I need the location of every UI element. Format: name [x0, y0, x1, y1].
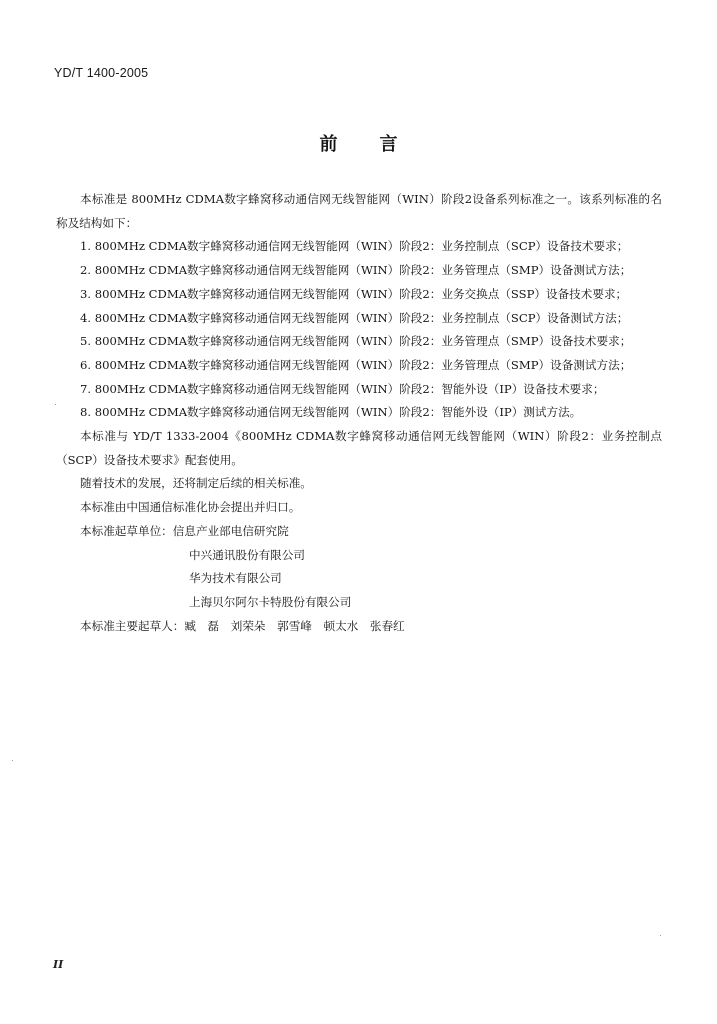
document-code-header: YD/T 1400-2005 — [54, 66, 149, 80]
drafters-names: 臧 磊 刘荣朵 郭雪峰 顿太水 张春红 — [184, 618, 405, 633]
list-item: 1. 800MHz CDMA数字蜂窝移动通信网无线智能网（WIN）阶段2：业务控制点（SCP）设备技术要求； — [80, 239, 629, 254]
drafting-units-label: 本标准起草单位： — [80, 523, 173, 538]
scan-speck — [55, 404, 56, 405]
page-title — [0, 130, 717, 156]
list-item: 8. 800MHz CDMA数字蜂窝移动通信网无线智能网（WIN）阶段2：智能外设（IP）测试方法。 — [80, 405, 582, 420]
companion-standard-paragraph: 本标准与 YD/T 1333-2004《800MHz CDMA数字蜂窝移动通信网无线智能网（WIN）阶段2：业务控制点（SCP）设备技术要求》配套使用。 — [56, 429, 662, 467]
drafters-label: 本标准主要起草人： — [80, 618, 185, 633]
proposer-paragraph: 本标准由中国通信标准化协会提出并归口。 — [80, 500, 301, 515]
list-item: 2. 800MHz CDMA数字蜂窝移动通信网无线智能网（WIN）阶段2：业务管理点（SMP）设备测试方法； — [80, 263, 632, 278]
drafting-units-line — [56, 520, 662, 544]
drafters-line — [56, 615, 662, 639]
list-item: 7. 800MHz CDMA数字蜂窝移动通信网无线智能网（WIN）阶段2：智能外设（IP）设备技术要求； — [80, 381, 605, 396]
list-item: 3. 800MHz CDMA数字蜂窝移动通信网无线智能网（WIN）阶段2：业务交换点（SSP）设备技术要求； — [80, 286, 628, 301]
list-item: 6. 800MHz CDMA数字蜂窝移动通信网无线智能网（WIN）阶段2：业务管理点（SMP）设备测试方法； — [80, 357, 632, 372]
drafting-unit: 信息产业部电信研究院 — [172, 523, 289, 538]
title-char-1: 前 — [319, 134, 338, 155]
scan-speck — [12, 760, 13, 761]
intro-paragraph: 本标准是 800MHz CDMA数字蜂窝移动通信网无线智能网（WIN）阶段2设备系列标准之一。该系列标准的名称及结构如下： — [56, 192, 662, 230]
list-item: 4. 800MHz CDMA数字蜂窝移动通信网无线智能网（WIN）阶段2：业务控制点（SCP）设备测试方法； — [80, 310, 629, 325]
foreword-body — [56, 188, 662, 638]
list-item: 5. 800MHz CDMA数字蜂窝移动通信网无线智能网（WIN）阶段2：业务管理点（SMP）设备技术要求； — [80, 334, 632, 349]
title-char-2: 言 — [379, 134, 398, 155]
future-standards-paragraph: 随着技术的发展，还将制定后续的相关标准。 — [80, 476, 312, 491]
drafting-unit: 华为技术有限公司 — [189, 571, 282, 586]
scan-speck — [660, 935, 661, 936]
drafting-unit: 中兴通讯股份有限公司 — [189, 547, 305, 562]
page-number: II — [53, 958, 64, 971]
drafting-unit: 上海贝尔阿尔卡特股份有限公司 — [189, 594, 352, 609]
